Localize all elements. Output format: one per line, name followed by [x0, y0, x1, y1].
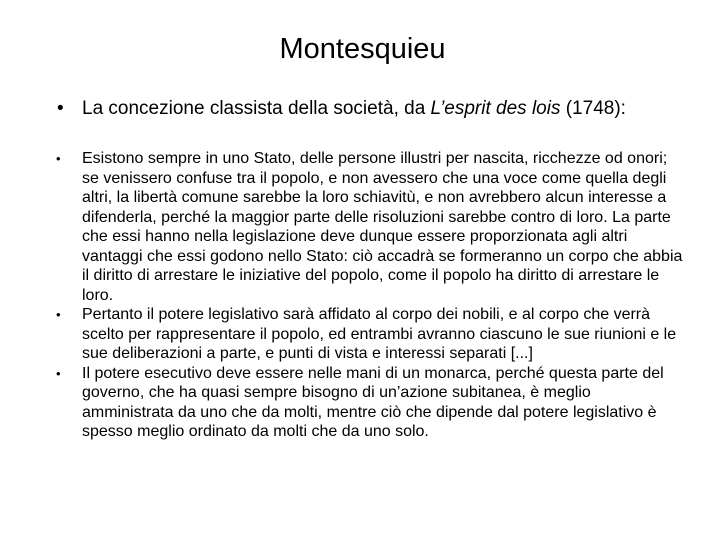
bullet-dot-icon: • — [56, 151, 61, 166]
bullet-dot-icon: • — [57, 98, 64, 119]
slide-title: Montesquieu — [279, 33, 446, 65]
list-item-text: Pertanto il potere legislativo sarà affidato al corpo dei nobili, e al corpo che verrà scelto per rappresentare il popolo, ed entrambi avranno ciascuno le sue riunioni e le sue deliberazioni a parte, e punti di vista e interessi separati [...] — [82, 306, 677, 362]
list-item — [56, 305, 684, 364]
list-item-text: Esistono sempre in uno Stato, delle persone illustri per nascita, ricchezze od onori; se venissero confuse tra il popolo, e non avessero che una voce come quella degli altri, la libertà comune sarebbe la loro schiavitù, e non avrebbero alcun interesse a difenderla, perché la maggior parte delle risoluzioni sarebbe contro di loro. La parte che essi hanno nella legislazione deve dunque essere proporzionata agli altri vantaggi che essi godono nello Stato: ciò accadrà se formeranno un corpo che abbia il diritto di arrestare le iniziative del popolo, come il popolo ha diritto di arrestare le loro. — [82, 150, 683, 304]
bullet-dot-icon: • — [56, 365, 61, 381]
lead-text-before: La concezione classista della società, da — [82, 98, 431, 119]
list-item — [56, 149, 684, 305]
list-item-text: Il potere esecutivo deve essere nelle mani di un monarca, perché questa parte del governo, che ha quasi sempre bisogno di un’azione subitanea, è meglio amministrata da uno che da molti, mentre ciò che dipende dal potere legislativo è spesso meglio ordinato da molti che da uno solo. — [82, 364, 664, 440]
list-item — [56, 364, 684, 442]
book-title: L’esprit des lois — [430, 98, 561, 119]
quote-list — [56, 149, 684, 442]
lead-text-after: (1748): — [560, 98, 626, 119]
bullet-dot-icon: • — [56, 307, 61, 322]
lead-text — [82, 97, 626, 121]
